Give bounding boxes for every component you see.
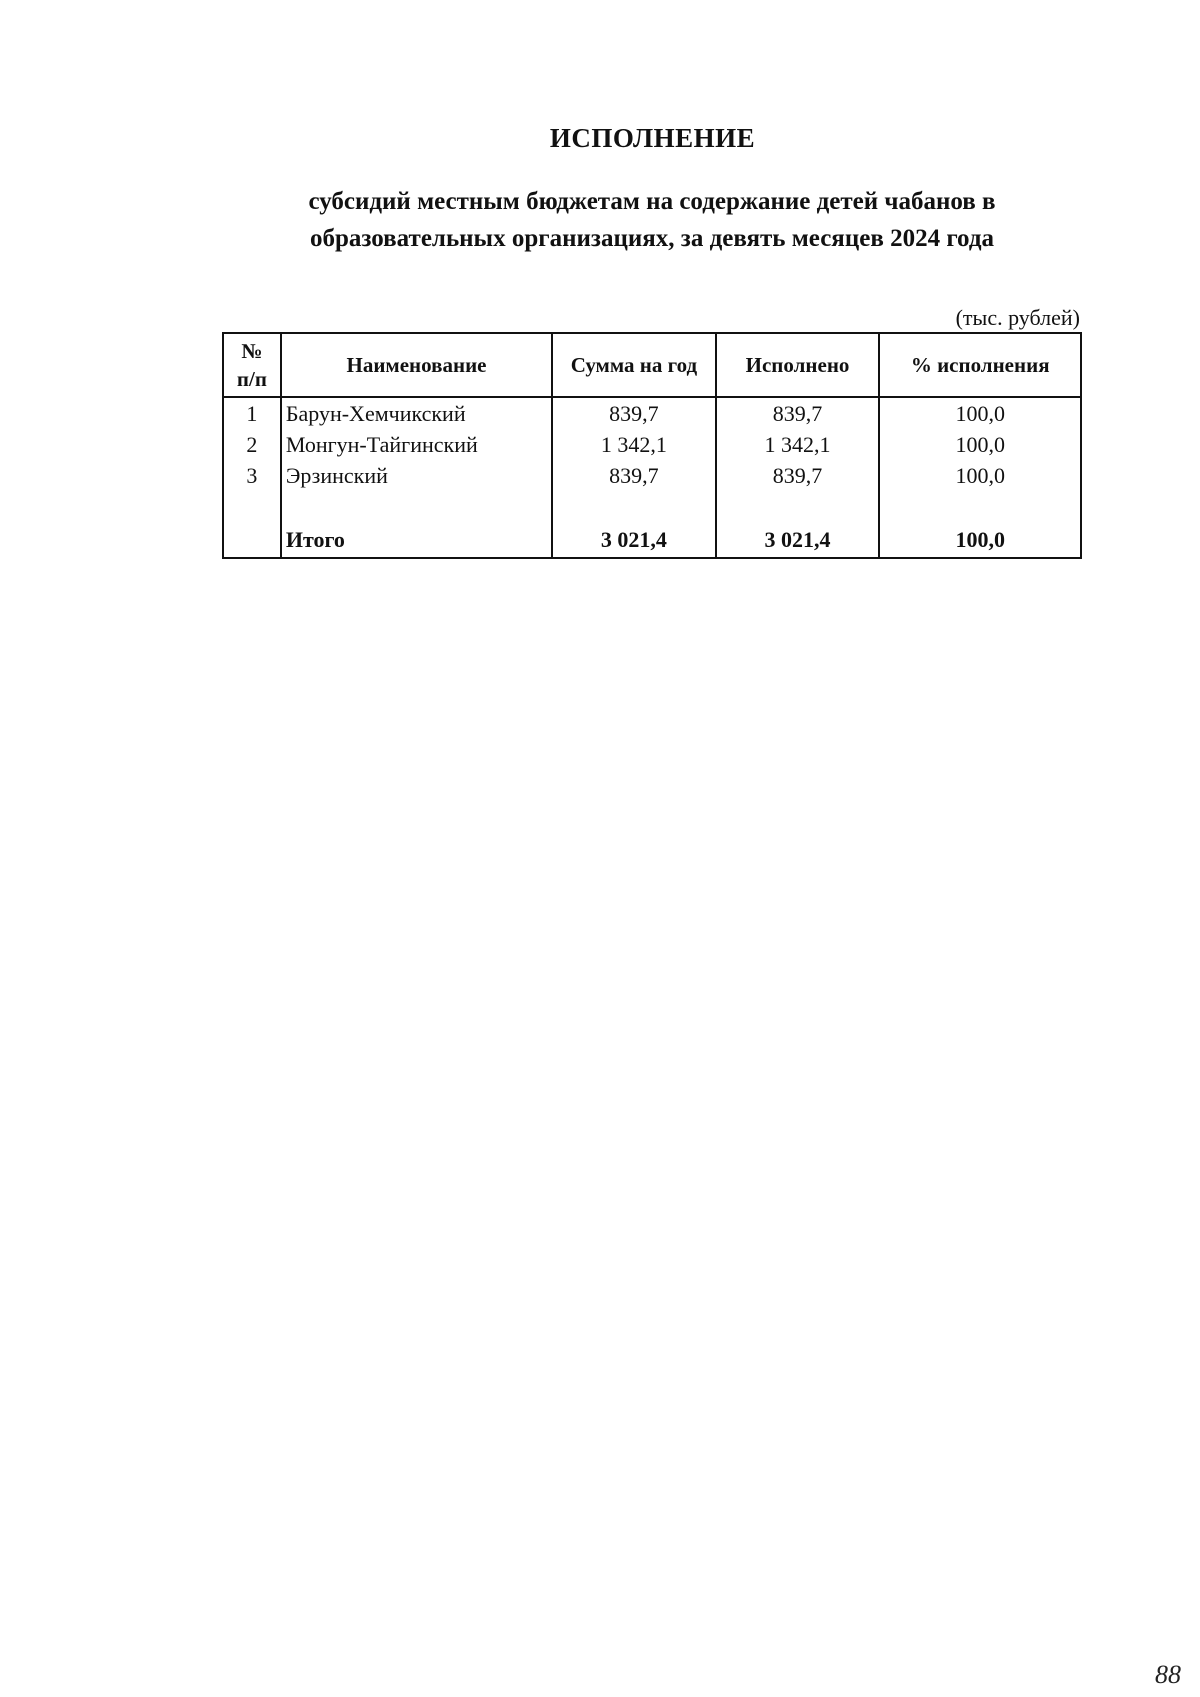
row-executed: 839,7 [716,397,880,429]
header-executed: Исполнено [716,333,880,397]
row-annual-sum: 839,7 [552,460,716,491]
header-execution-percent: % исполнения [879,333,1081,397]
row-name: Монгун-Тайгинский [281,429,552,460]
table-row [223,397,1081,429]
execution-table [222,332,1082,559]
spacer-cell [552,491,716,523]
total-execution-percent: 100,0 [879,523,1081,558]
row-number: 1 [223,397,281,429]
spacer-cell [223,491,281,523]
row-execution-percent: 100,0 [879,397,1081,429]
total-executed: 3 021,4 [716,523,880,558]
table-header-row [223,333,1081,397]
row-number: 2 [223,429,281,460]
table-row [223,429,1081,460]
row-number: 3 [223,460,281,491]
header-number [223,333,281,397]
table-total-row [223,523,1081,558]
row-execution-percent: 100,0 [879,429,1081,460]
subtitle-line-1: субсидий местным бюджетам на содержание детей чабанов в [308,188,996,215]
total-annual-sum: 3 021,4 [552,523,716,558]
row-name: Барун-Хемчикский [281,397,552,429]
header-number-line-1: № [241,339,263,363]
spacer-cell [716,491,880,523]
handwritten-page-number: 88 [1155,1660,1181,1689]
header-name: Наименование [281,333,552,397]
total-label: Итого [281,523,552,558]
row-name: Эрзинский [281,460,552,491]
total-number-cell [223,523,281,558]
row-execution-percent: 100,0 [879,460,1081,491]
document-title: ИСПОЛНЕНИЕ [549,123,756,153]
units-note: (тыс. рублей) [955,305,1080,330]
row-annual-sum: 839,7 [552,397,716,429]
document-subtitle [222,183,1082,257]
header-annual-sum: Сумма на год [552,333,716,397]
row-executed: 839,7 [716,460,880,491]
header-number-line-2: п/п [236,367,267,391]
row-annual-sum: 1 342,1 [552,429,716,460]
spacer-cell [879,491,1081,523]
subtitle-line-2: образовательных организациях, за девять месяцев 2024 года [310,225,994,252]
table-spacer-row [223,491,1081,523]
table-row [223,460,1081,491]
spacer-cell [281,491,552,523]
row-executed: 1 342,1 [716,429,880,460]
